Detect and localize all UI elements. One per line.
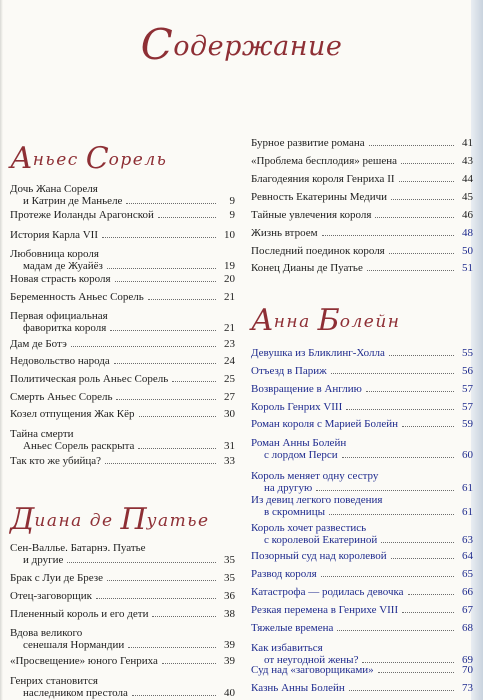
toc-entry-title: Аньес Сорель раскрыта [23,440,135,452]
toc-entry-title: Любовница короля [10,248,99,260]
page-title [0,20,483,69]
toc-entry-title: с лордом Перси [264,449,338,461]
toc-entry-title: Недовольство народа [10,355,110,367]
toc-entry[interactable] [10,355,235,367]
dot-leader [375,217,454,218]
dot-leader [342,457,454,458]
toc-page-number: 57 [462,383,473,395]
toc-entry-title: История Карла VII [10,229,99,241]
toc-entry-title: в скромницы [264,506,325,518]
dot-leader [321,576,454,577]
toc-page-number: 61 [462,482,473,494]
toc-entry-title: Дам де Ботэ [10,338,67,350]
toc-entry-title: Отец-заговорщик [10,590,92,602]
toc-entry-title: Плененный король и его дети [10,608,149,620]
dot-leader [162,663,216,664]
dot-leader [126,203,216,204]
toc-entry-title: Протеже Иоланды Арагонской [10,209,154,221]
toc-page-number: 19 [224,260,235,272]
toc-page-number: 24 [224,355,235,367]
toc-entry-title: на другую [264,482,313,494]
toc-page-number: 21 [224,322,235,334]
dot-leader [152,616,216,617]
dot-leader [389,253,454,254]
toc-entry[interactable] [251,550,473,562]
dot-leader [337,630,454,631]
toc-page-number: 30 [224,408,235,420]
toc-entry-title: фаворитка короля [23,322,107,334]
dot-leader [381,542,454,543]
toc-entry-title: Казнь Анны Болейн [251,682,345,694]
toc-entry[interactable] [10,408,235,420]
dot-leader [329,514,454,515]
toc-entry[interactable] [251,137,473,149]
dot-leader [362,662,454,663]
toc-entry[interactable] [10,391,235,403]
toc-entry[interactable] [251,155,473,167]
toc-entry[interactable] [10,310,235,334]
toc-entry[interactable] [251,586,473,598]
toc-entry[interactable] [251,604,473,616]
toc-entry-title: Бурное развитие романа [251,137,365,149]
section-heading-boleyn [251,303,401,338]
dot-leader [105,463,216,464]
dot-leader [391,558,454,559]
toc-entry[interactable] [10,291,235,303]
toc-page-number: 64 [462,550,473,562]
toc-entry[interactable] [10,675,235,699]
toc-entry[interactable] [10,338,235,350]
toc-entry-title: Козел отпущения Жак Кёр [10,408,135,420]
toc-entry-title: Первая официальная [10,310,108,322]
toc-page-number: 67 [462,604,473,616]
toc-page-number: 41 [462,137,473,149]
toc-entry[interactable] [10,428,235,452]
page-gutter-shadow [0,0,3,700]
toc-page-number: 25 [224,373,235,385]
section-heading-sorel [10,141,167,176]
dot-leader [402,612,454,613]
page-title-initial: С [140,20,174,69]
section-heading-part: орель [108,150,168,170]
toc-entry[interactable] [251,365,473,377]
toc-entry-title: Новая страсть короля [10,273,111,285]
toc-entry[interactable] [251,191,473,203]
section-heading-part: ньес [32,150,79,170]
dot-leader [67,562,216,563]
dot-leader [158,217,216,218]
toc-entry[interactable] [251,418,473,430]
toc-entry-title: Последний поединок короля [251,245,385,257]
toc-entry-title: «Проблема бесплодия» решена [251,155,398,167]
dot-leader [115,281,216,282]
toc-entry[interactable] [10,572,235,584]
toc-page-number: 40 [224,687,235,699]
dot-leader [96,598,216,599]
dot-leader [110,330,216,331]
toc-entry-title: Король Генрих VIII [251,401,343,413]
dot-leader [132,695,216,696]
toc-entry[interactable] [251,209,473,221]
toc-entry-title: Политическая роль Аньес Сорель [10,373,169,385]
toc-entry[interactable] [10,183,235,207]
toc-page-number: 10 [224,229,235,241]
toc-entry-title: Ревность Екатерины Медичи [251,191,388,203]
section-heading-part: уатье [146,511,210,531]
toc-page-number: 57 [462,401,473,413]
toc-entry[interactable] [10,655,235,667]
toc-entry-title: Позорный суд над королевой [251,550,387,562]
dot-leader [346,409,454,410]
toc-entry-title: Роман короля с Марией Болейн [251,418,398,430]
toc-entry[interactable] [10,209,235,221]
toc-entry-title: Суд над «заговорщиками» [251,664,374,676]
toc-entry[interactable] [10,542,235,566]
toc-page-number: 38 [224,608,235,620]
dot-leader [102,237,216,238]
toc-page-number: 20 [224,273,235,285]
toc-page-number: 44 [462,173,473,185]
toc-entry-title: Брак с Луи де Брезе [10,572,104,584]
dot-leader [366,391,454,392]
toc-page-number: 66 [462,586,473,598]
toc-entry-title: Девушка из Бликлинг-Холла [251,347,385,359]
toc-entry-title: Смерть Аньес Сорель [10,391,113,403]
dot-leader [367,270,454,271]
section-heading-part: А [251,303,274,338]
toc-entry[interactable] [251,227,473,239]
toc-page-number: 45 [462,191,473,203]
toc-entry[interactable] [251,173,473,185]
dot-leader [408,594,454,595]
toc-entry-title: Из девиц легкого поведения [251,494,383,506]
dot-leader [399,181,454,182]
toc-page-number: 21 [224,291,235,303]
toc-page-number: 60 [462,449,473,461]
toc-page-number: 31 [224,440,235,452]
dot-leader [71,346,216,347]
toc-entry-title: Дочь Жана Сореля [10,183,98,195]
toc-entry[interactable] [10,590,235,602]
toc-page-number: 59 [462,418,473,430]
section-heading-diane [10,502,210,537]
dot-leader [148,299,216,300]
toc-page-number: 63 [462,534,473,546]
toc-page-number: 56 [462,365,473,377]
toc-entry[interactable] [10,229,235,241]
toc-page-number: 9 [229,195,235,207]
toc-entry-title: от неугодной жены? [264,654,359,666]
section-heading-part: Д [10,502,35,537]
toc-entry[interactable] [251,682,473,694]
toc-entry[interactable] [251,401,473,413]
toc-entry-title: Беременность Аньес Сорель [10,291,144,303]
toc-entry[interactable] [251,642,473,666]
toc-page-number: 23 [224,338,235,350]
section-heading-part: Б [317,303,340,338]
toc-entry-title: мадам де Жуайёз [23,260,103,272]
dot-leader [138,448,216,449]
page-title-rest: одержание [173,31,343,62]
toc-page-number: 70 [462,664,473,676]
toc-page-number: 51 [462,262,473,274]
toc-page-number: 48 [462,227,473,239]
dot-leader [389,355,454,356]
toc-entry-title: Тайна смерти [10,428,74,440]
dot-leader [322,235,454,236]
toc-page-number: 33 [224,455,235,467]
toc-entry-title: Король хочет развестись [251,522,367,534]
toc-page-number: 9 [229,209,235,221]
dot-leader [349,690,454,691]
section-heading-part: нна [273,312,311,332]
dot-leader [107,580,216,581]
dot-leader [391,199,454,200]
toc-page-number: 43 [462,155,473,167]
toc-entry-title: и Катрин де Маньеле [23,195,123,207]
toc-page-number: 69 [462,654,473,666]
toc-entry-title: Король меняет одну сестру [251,470,379,482]
dot-leader [369,145,454,146]
toc-entry-title: сенешаля Нормандии [23,639,125,651]
toc-page-number: 36 [224,590,235,602]
toc-entry-title: с королевой Екатериной [264,534,378,546]
toc-entry-title: Вдова великого [10,627,83,639]
toc-entry-title: и другие [23,554,64,566]
toc-page-number: 46 [462,209,473,221]
toc-page-number: 35 [224,554,235,566]
toc-page-number: 73 [462,682,473,694]
toc-page-number: 39 [224,655,235,667]
toc-page-number: 35 [224,572,235,584]
toc-entry-title: Тайные увлечения короля [251,209,372,221]
toc-page-number: 55 [462,347,473,359]
toc-entry-title: Так кто же убийца? [10,455,101,467]
dot-leader [172,381,216,382]
toc-entry[interactable] [251,262,473,274]
section-heading-part: С [85,141,109,176]
toc-entry-title: Роман Анны Болейн [251,437,347,449]
toc-entry[interactable] [251,664,473,676]
toc-entry[interactable] [251,622,473,634]
dot-leader [128,647,216,648]
dot-leader [107,268,216,269]
dot-leader [316,490,454,491]
section-heading-part: А [10,141,33,176]
dot-leader [402,426,454,427]
toc-entry[interactable] [251,522,473,546]
dot-leader [116,399,216,400]
toc-entry-title: Тяжелые времена [251,622,334,634]
toc-entry-title: Отъезд в Париж [251,365,327,377]
toc-page-number: 61 [462,506,473,518]
toc-entry[interactable] [10,273,235,285]
toc-entry[interactable] [10,608,235,620]
dot-leader [401,163,454,164]
toc-entry-title: Развод короля [251,568,317,580]
toc-page-number: 65 [462,568,473,580]
toc-entry-title: Благодеяния короля Генриха II [251,173,395,185]
toc-entry-title: Конец Дианы де Пуатье [251,262,363,274]
toc-page-number: 68 [462,622,473,634]
toc-entry[interactable] [251,470,473,494]
toc-entry[interactable] [251,347,473,359]
toc-page-number: 27 [224,391,235,403]
toc-entry-title: Как избавиться [251,642,323,654]
dot-leader [114,363,216,364]
toc-entry[interactable] [251,245,473,257]
toc-entry[interactable] [10,373,235,385]
dot-leader [378,672,454,673]
toc-entry[interactable] [251,568,473,580]
toc-entry-title: наследником престола [23,687,128,699]
dot-leader [331,373,454,374]
toc-entry-title: Катастрофа — родилась девочка [251,586,404,598]
toc-entry-title: Возвращение в Англию [251,383,362,395]
toc-entry-title: Резкая перемена в Генрихе VIII [251,604,399,616]
toc-page-number: 39 [224,639,235,651]
section-heading-part: П [120,502,147,537]
toc-entry[interactable] [10,248,235,272]
toc-entry-title: Жизнь втроем [251,227,318,239]
section-heading-part: олейн [339,312,401,332]
toc-entry-title: Генрих становится [10,675,98,687]
toc-entry-title: «Просвещение» юного Генриха [10,655,158,667]
toc-entry[interactable] [251,494,473,518]
toc-entry-title: Сен-Валлье. Батарнэ. Пуатье [10,542,146,554]
toc-entry[interactable] [251,383,473,395]
toc-entry[interactable] [10,455,235,467]
dot-leader [139,416,216,417]
section-heading-part: иана де [34,511,114,531]
toc-entry[interactable] [10,627,235,651]
toc-entry[interactable] [251,437,473,461]
toc-page-number: 50 [462,245,473,257]
